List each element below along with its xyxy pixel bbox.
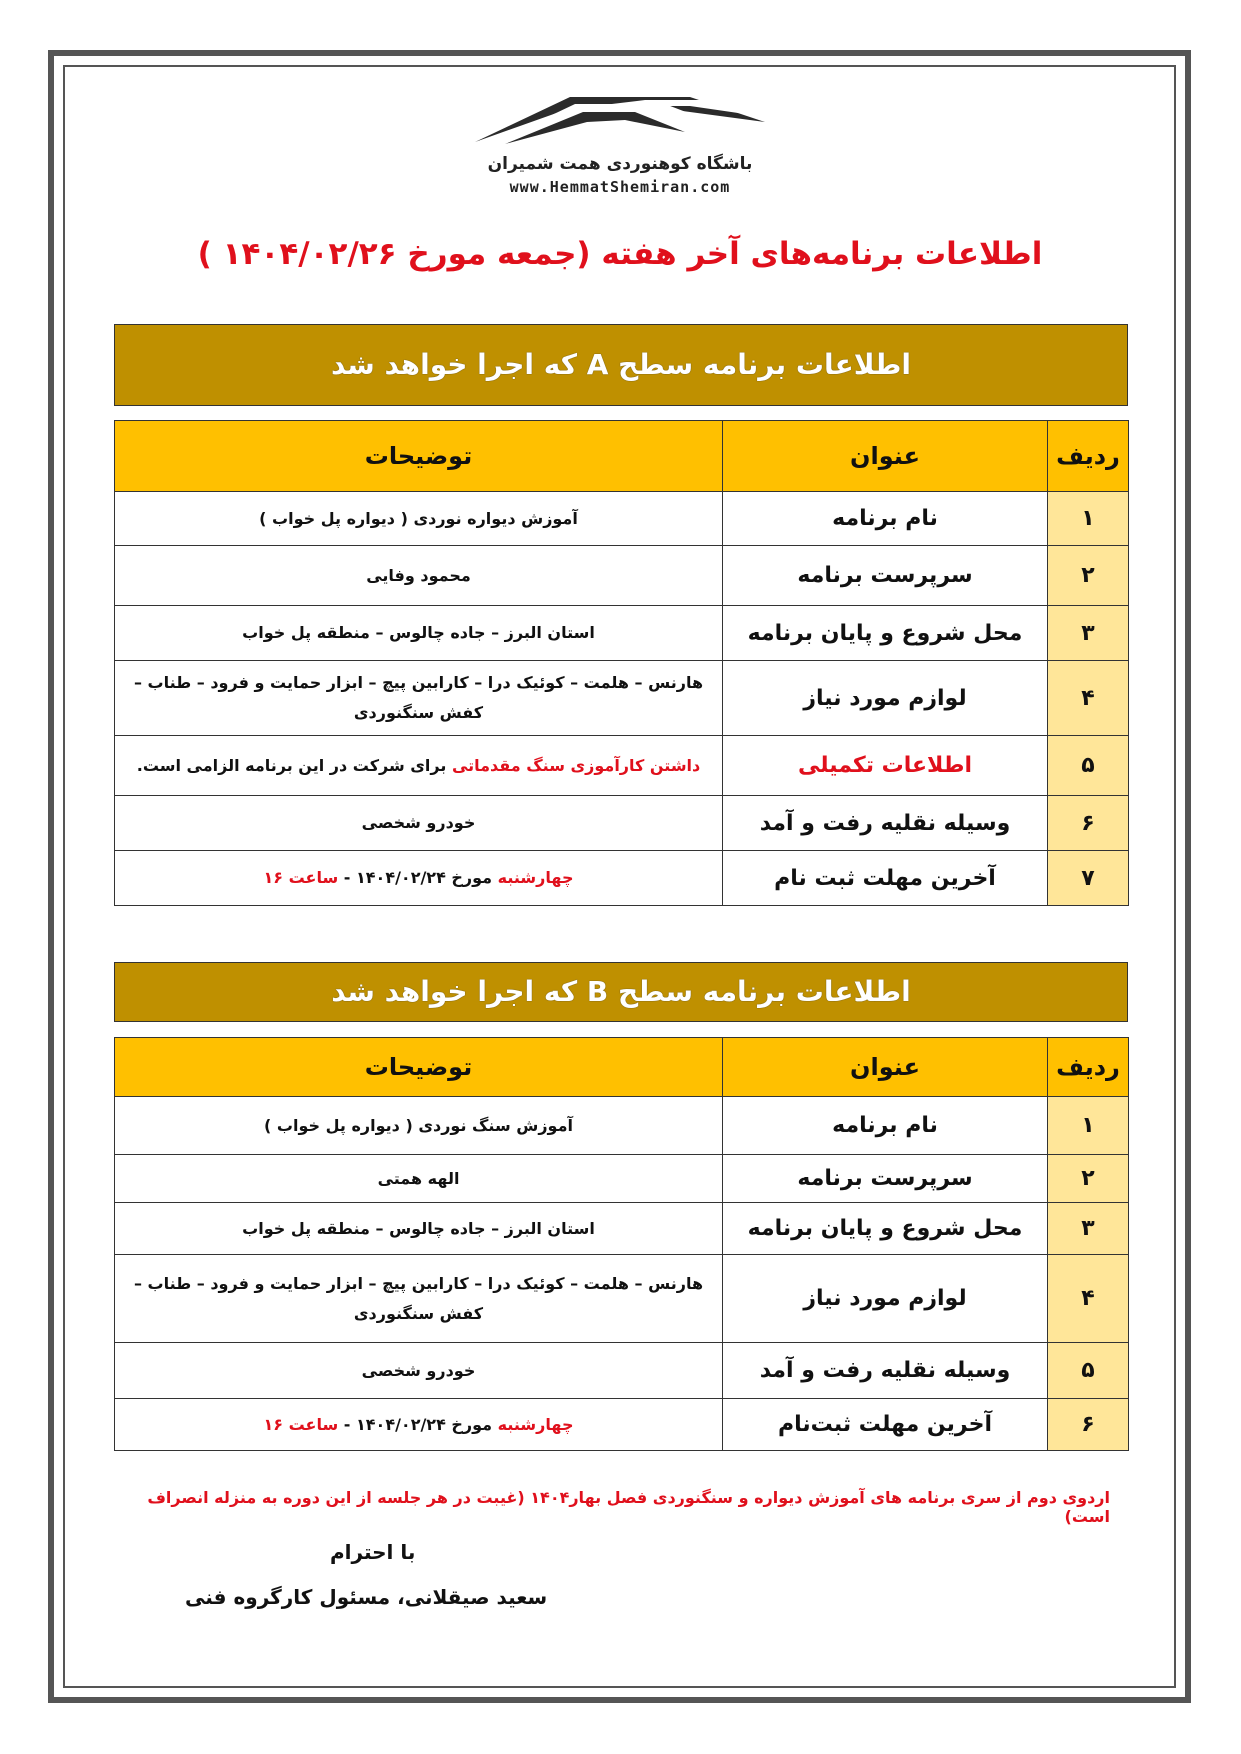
row-description: آموزش دیواره نوردی ( دیواره پل خواب ) [115, 492, 723, 546]
row-number: ۱ [1048, 492, 1129, 546]
table-row [115, 1097, 1129, 1155]
signature-name: سعید صیقلانی، مسئول کارگروه فنی [185, 1585, 548, 1609]
row-number: ۴ [1048, 1255, 1129, 1343]
row-number: ۳ [1048, 1203, 1129, 1255]
row-description: استان البرز – جاده چالوس – منطقه پل خواب [115, 1203, 723, 1255]
row-title: محل شروع و پایان برنامه [723, 606, 1048, 661]
row-number: ۶ [1048, 1399, 1129, 1451]
table-row [115, 546, 1129, 606]
row-number: ۴ [1048, 661, 1129, 736]
row-title: لوازم مورد نیاز [723, 1255, 1048, 1343]
row-title: نام برنامه [723, 1097, 1048, 1155]
page-title: اطلاعات برنامه‌های آخر هفته (جمعه مورخ ۱۴۰۴/۰۲/۲۶ ) [197, 236, 1043, 272]
description-highlight: داشتن کارآموزی سنگ مقدماتی [451, 755, 701, 775]
table-row [115, 1203, 1129, 1255]
row-description [115, 851, 723, 906]
table-row [115, 661, 1129, 736]
column-header-row-number: ردیف [1048, 421, 1129, 492]
section-a-heading: اطلاعات برنامه سطح A که اجرا خواهد شد [114, 324, 1128, 406]
section-a-table [114, 420, 1129, 906]
deadline-day: چهارشنبه [497, 868, 574, 887]
row-title: محل شروع و پایان برنامه [723, 1203, 1048, 1255]
row-description [115, 736, 723, 796]
row-number: ۲ [1048, 1155, 1129, 1203]
row-number: ۱ [1048, 1097, 1129, 1155]
deadline-day: چهارشنبه [497, 1414, 574, 1434]
row-title: سرپرست برنامه [723, 546, 1048, 606]
table-row [115, 1399, 1129, 1451]
section-b-heading: اطلاعات برنامه سطح B که اجرا خواهد شد [114, 962, 1128, 1022]
row-description: هارنس – هلمت – کوئیک درا – کارابین پیچ – ابزار حمایت و فرود – طناب – کفش سنگنوردی [115, 1255, 723, 1343]
description-text: برای شرکت در این برنامه الزامی است. [136, 755, 452, 775]
row-number: ۵ [1048, 1343, 1129, 1399]
column-header-row-number: ردیف [1048, 1038, 1129, 1097]
deadline-time: ساعت ۱۶ [263, 868, 339, 887]
table-header-row [115, 421, 1129, 492]
row-description: الهه همتی [115, 1155, 723, 1203]
row-number: ۶ [1048, 796, 1129, 851]
table-row [115, 1255, 1129, 1343]
deadline-time: ساعت ۱۶ [263, 1414, 339, 1434]
row-number: ۳ [1048, 606, 1129, 661]
table-row [115, 736, 1129, 796]
footnote: اردوی دوم از سری برنامه های آموزش دیواره و سنگنوردی فصل بهار۱۴۰۴ (غیبت در هر جلسه از این دوره به منزله انصراف است) [147, 1488, 1110, 1526]
row-description: محمود وفایی [115, 546, 723, 606]
mountain-logo-icon [475, 92, 765, 152]
row-title: وسیله نقلیه رفت و آمد [723, 796, 1048, 851]
row-title: سرپرست برنامه [723, 1155, 1048, 1203]
column-header-description: توضیحات [115, 1038, 723, 1097]
column-header-description: توضیحات [115, 421, 723, 492]
row-number: ۷ [1048, 851, 1129, 906]
signature-closing: با احترام [330, 1540, 416, 1564]
row-title: اطلاعات تکمیلی [723, 736, 1048, 796]
row-description: آموزش سنگ نوردی ( دیواره پل خواب ) [115, 1097, 723, 1155]
section-b-table [114, 1037, 1129, 1451]
deadline-date: مورخ ۱۴۰۴/۰۲/۲۴ - [338, 868, 498, 887]
row-description: هارنس – هلمت – کوئیک درا – کارابین پیچ – ابزار حمایت و فرود – طناب – کفش سنگنوردی [115, 661, 723, 736]
row-description [115, 1399, 723, 1451]
row-title: وسیله نقلیه رفت و آمد [723, 1343, 1048, 1399]
table-row [115, 492, 1129, 546]
row-description: خودرو شخصی [115, 1343, 723, 1399]
column-header-title: عنوان [723, 421, 1048, 492]
row-description: خودرو شخصی [115, 796, 723, 851]
row-number: ۲ [1048, 546, 1129, 606]
row-number: ۵ [1048, 736, 1129, 796]
club-name: باشگاه کوهنوردی همت شمیران [487, 154, 753, 174]
row-title: آخرین مهلت ثبت‌نام [723, 1399, 1048, 1451]
table-row [115, 796, 1129, 851]
club-website: www.HemmatShemiran.com [509, 178, 731, 196]
table-row [115, 1343, 1129, 1399]
deadline-date: مورخ ۱۴۰۴/۰۲/۲۴ - [338, 1414, 498, 1434]
table-row [115, 1155, 1129, 1203]
column-header-title: عنوان [723, 1038, 1048, 1097]
row-title: لوازم مورد نیاز [723, 661, 1048, 736]
table-row [115, 851, 1129, 906]
row-description: استان البرز – جاده چالوس – منطقه پل خواب [115, 606, 723, 661]
table-header-row [115, 1038, 1129, 1097]
row-title: آخرین مهلت ثبت نام [723, 851, 1048, 906]
table-row [115, 606, 1129, 661]
row-title: نام برنامه [723, 492, 1048, 546]
club-logo [470, 92, 770, 212]
